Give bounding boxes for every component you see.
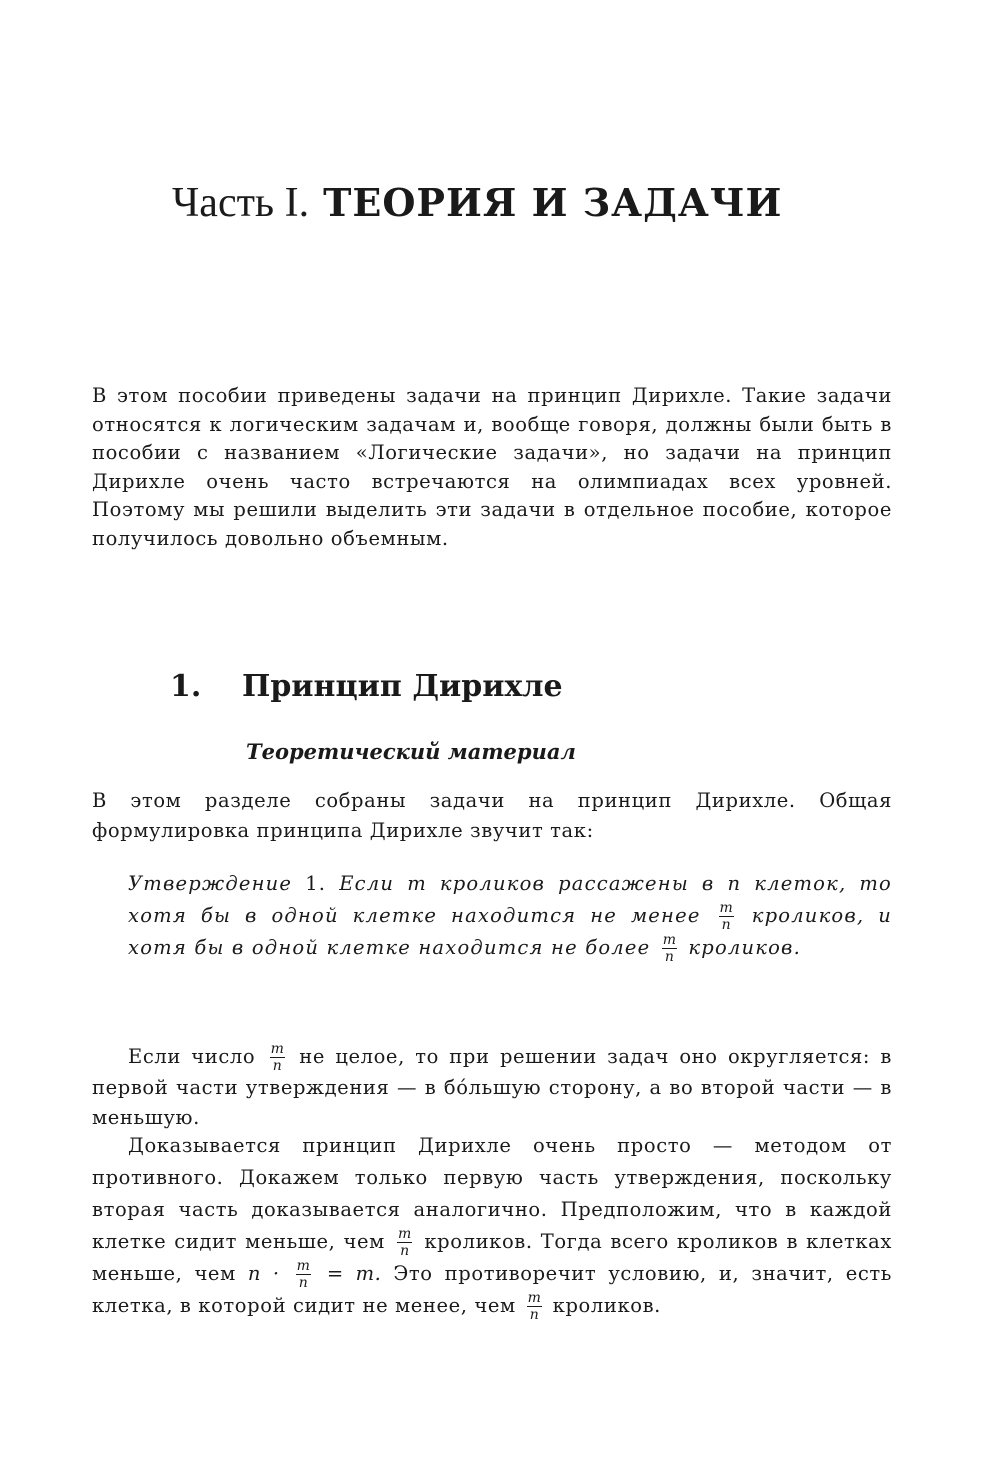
paragraph-3-text-1: Доказывается принцип Дирихле очень просто — методом от противного. Докажем только первую часть утверждения, поскольку вторая часть доказывается аналогично. Предположим, что в каждой клетке сидит меньше, чем: [92, 1134, 892, 1253]
part-title: [172, 172, 932, 233]
paragraph-2-text-2: не целое, то при решении задач оно округляется: в первой части утверждения — в бо́льшую сторону, а во второй части — в меньшую.: [92, 1045, 892, 1129]
section-name: Принцип Дирихле: [242, 669, 563, 704]
paragraph-3: [92, 1130, 892, 1322]
paragraph-2-text-1: Если число: [128, 1045, 266, 1068]
section-title: [170, 660, 870, 714]
paragraph-1: В этом разделе собраны задачи на принцип Дирихле. Общая формулировка принципа Дирихле звучит так:: [92, 789, 892, 842]
section-number: 1.: [170, 669, 202, 704]
statement-number: 1.: [305, 872, 327, 895]
subsection-title: Теоретический материал: [246, 739, 576, 764]
part-main-title: ТЕОРИЯ И ЗАДАЧИ: [323, 180, 783, 225]
paragraph-3-text-4: кроликов.: [545, 1294, 661, 1317]
statement-label: Утверждение: [128, 872, 293, 895]
paragraph-2: [92, 1042, 892, 1133]
fraction-numerator: m: [270, 1041, 284, 1057]
fraction-m-over-n: [527, 1291, 542, 1322]
fraction-numerator: m: [398, 1226, 412, 1242]
fraction-denominator: n: [400, 1243, 410, 1259]
fraction-m-over-n: [296, 1259, 311, 1290]
fraction-m-over-n: [397, 1227, 412, 1258]
fraction-denominator: n: [298, 1275, 308, 1291]
paragraph-3-text-3: Это противоречит условию, и, значит, есть клетка, в которой сидит не менее, чем: [92, 1262, 892, 1317]
statement-text-3: кроликов.: [681, 936, 802, 959]
formula-n-times: n ·: [247, 1262, 292, 1285]
fraction-numerator: m: [296, 1258, 310, 1274]
fraction-m-over-n: [270, 1042, 285, 1073]
fraction-denominator: n: [529, 1307, 539, 1323]
formula-equals-m: = m.: [314, 1262, 382, 1285]
intro-paragraph: В этом пособии приведены задачи на принцип Дирихле. Такие задачи относятся к логическим задачам и, вообще говоря, должны были быть в пособии с названием «Логические задачи», но задачи на принцип Дирихле очень часто встречаются на олимпиадах всех уровней. Поэтому мы решили выделить эти задачи в отдельное пособие, которое получилось довольно объемным.: [92, 384, 892, 550]
fraction-denominator: n: [272, 1058, 282, 1074]
fraction-denominator: n: [664, 949, 674, 965]
fraction-numerator: m: [719, 900, 733, 916]
fraction-denominator: n: [721, 917, 731, 933]
part-prefix: Часть I.: [172, 180, 310, 226]
paragraph-3-text-2: кроликов. Тогда всего кроликов в клетках меньше, чем: [92, 1230, 893, 1285]
statement-text-2: кроликов, и хотя бы в одной клетке находится не более: [128, 904, 892, 959]
fraction-numerator: m: [662, 932, 677, 948]
statement-text-1: Если m кроликов рассажены в n клеток, то хотя бы в одной клетке находится не менее: [128, 872, 892, 927]
fraction-m-over-n: [662, 933, 677, 964]
statement-1: [128, 868, 892, 964]
fraction-numerator: m: [527, 1290, 541, 1306]
fraction-m-over-n: [719, 901, 734, 932]
